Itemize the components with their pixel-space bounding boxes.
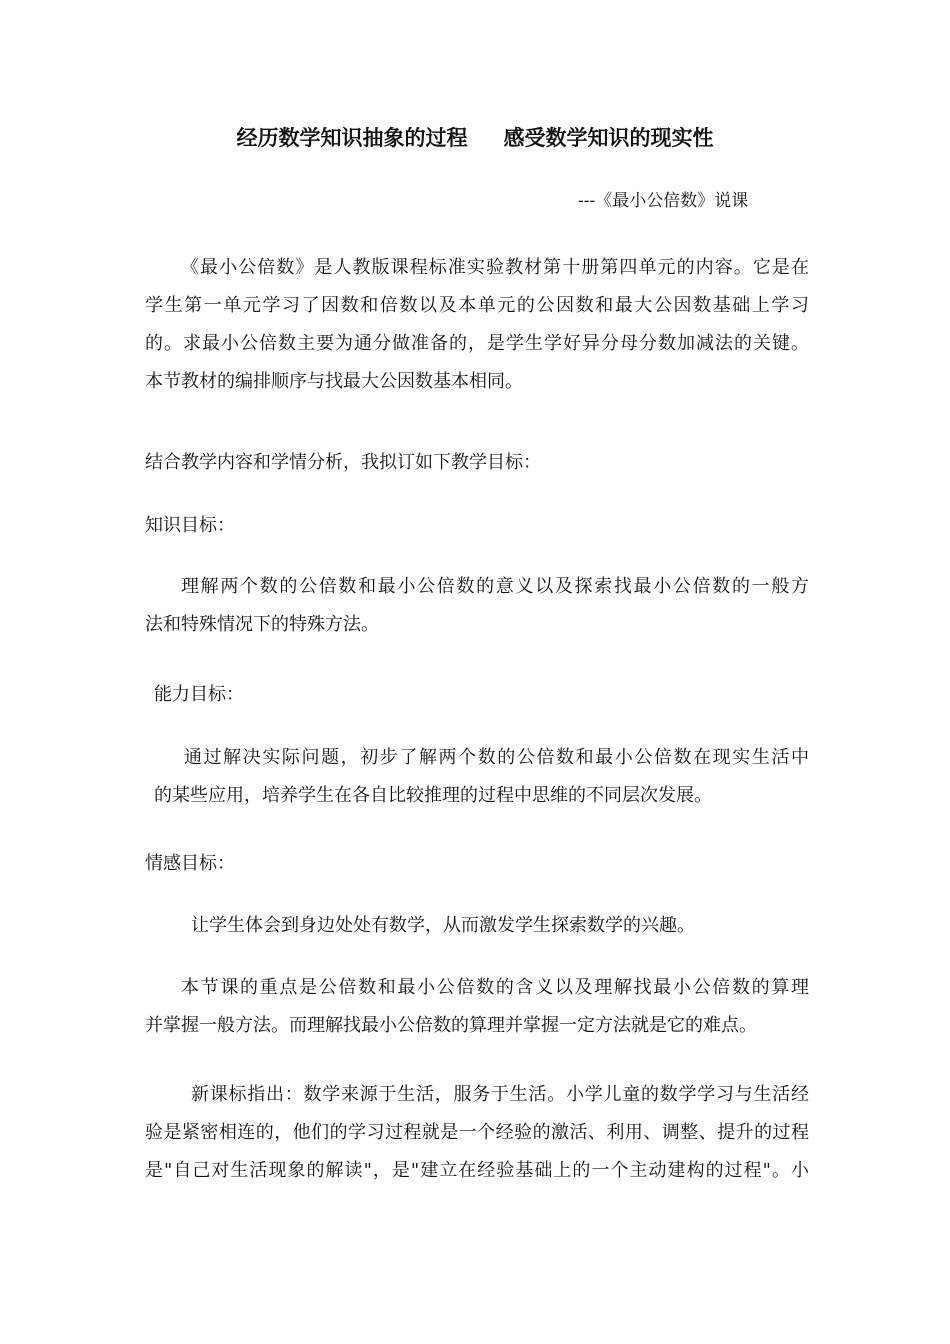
paragraph-line: 新课标指出：数学来源于生活，服务于生活。小学儿童的数学学习与生活经 — [191, 1084, 809, 1105]
paragraph-ability-goal — [154, 739, 809, 815]
paragraph-line: 是"自己对生活现象的解读"，是"建立在经验基础上的一个主动建构的过程"。小 — [145, 1160, 809, 1181]
paragraph-line: 《最小公倍数》是人教版课程标准实验教材第十册第四单元的内容。它是在 — [181, 257, 809, 278]
paragraph-emotion-goal — [145, 907, 809, 945]
heading-emotion-goal — [145, 845, 809, 883]
paragraph-line: 结合教学内容和学情分析，我拟订如下教学目标： — [145, 452, 541, 473]
paragraph-curriculum-standard — [145, 1076, 809, 1190]
paragraph-intro — [145, 249, 809, 401]
paragraph-knowledge-goal — [145, 568, 809, 644]
paragraph-line: 本节课的重点是公倍数和最小公倍数的含义以及理解找最小公倍数的算理 — [181, 977, 809, 998]
paragraph-key-points — [145, 969, 809, 1045]
paragraph-line: 学生第一单元学习了因数和倍数以及本单元的公因数和最大公因数基础上学习 — [145, 295, 809, 316]
paragraph-line: 情感目标： — [145, 853, 235, 874]
paragraph-line: 的某些应用，培养学生在各自比较推理的过程中思维的不同层次发展。 — [154, 785, 712, 806]
document-title — [0, 124, 950, 152]
paragraph-line: 的。求最小公倍数主要为通分做准备的，是学生学好异分母分数加减法的关键。 — [145, 333, 809, 354]
paragraph-line: 理解两个数的公倍数和最小公倍数的意义以及探索找最小公倍数的一般方 — [181, 576, 809, 597]
paragraph-line: 法和特殊情况下的特殊方法。 — [145, 614, 379, 635]
document-subtitle: ---《最小公倍数》说课 — [578, 191, 749, 211]
paragraph-line: 能力目标： — [154, 684, 244, 705]
heading-knowledge-goal — [145, 507, 809, 545]
paragraph-line: 并掌握一般方法。而理解找最小公倍数的算理并掌握一定方法就是它的难点。 — [145, 1015, 757, 1036]
paragraph-line: 验是紧密相连的，他们的学习过程就是一个经验的激活、利用、调整、提升的过程 — [145, 1122, 809, 1143]
paragraph-line: 知识目标： — [145, 515, 235, 536]
title-part-2: 感受数学知识的现实性 — [503, 126, 714, 150]
title-part-1: 经历数学知识抽象的过程 — [236, 126, 468, 150]
paragraph-goals-intro — [145, 444, 809, 482]
heading-ability-goal — [154, 676, 818, 714]
paragraph-line: 本节教材的编排顺序与找最大公因数基本相同。 — [145, 371, 523, 392]
paragraph-line: 让学生体会到身边处处有数学，从而激发学生探索数学的兴趣。 — [191, 915, 695, 936]
paragraph-line: 通过解决实际问题，初步了解两个数的公倍数和最小公倍数在现实生活中 — [184, 747, 809, 768]
